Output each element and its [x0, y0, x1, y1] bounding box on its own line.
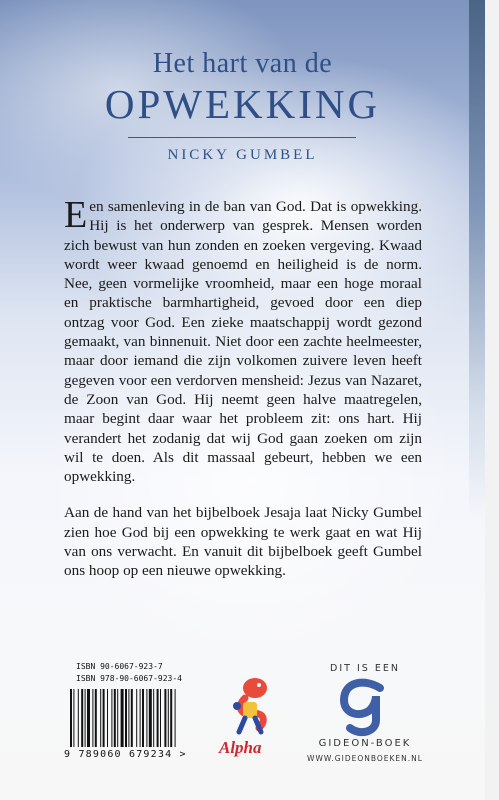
gideon-url: WWW.GIDEONBOEKEN.NL	[307, 754, 423, 763]
blurb-paragraph-1	[64, 194, 422, 486]
title-line-2: OPWEKKING	[104, 81, 381, 127]
gideon-name: GIDEON-BOEK	[318, 738, 412, 749]
barcode-bars	[68, 689, 208, 749]
drop-cap: E	[64, 194, 88, 236]
blurb	[64, 194, 422, 598]
barcode-digits: 9 789060 679234 >	[64, 749, 187, 760]
alpha-logo	[215, 668, 287, 763]
title-line-1: Het hart van de	[152, 48, 333, 79]
blurb-paragraph-2: Aan de hand van het bijbelboek Jesaja laat Nicky Gumbel zien hoe God bij een opwekking te werk gaat en wat Hij van ons verwacht. En vanuit dit bijbelboek geeft Gumbel ons hoop op een nieuwe opwekking.	[64, 504, 422, 580]
blurb-paragraph-1-text: en samenleving in de ban van God. Dat is opwekking. Hij is het onderwerp van gesprek. Mensen worden zich bewust van hun zonden en zoeken vergeving. Kwaad wordt weer kwaad genoemd en heiligheid is de norm. Nee, geen vormelijke vroomheid, maar een hoge moraal en praktische barmhartigheid, gevoed door een diep ontzag voor God. Een zieke maatschappij wordt gezond gemaakt, van binnenuit. Niet door een zachte heelmeester, maar door iemand die zijn volkomen zuivere leven heeft gegeven voor een verdorven mensheid: Jezus van Nazaret, de Zoon van God. Hij neemt geen halve maatregelen, maar begint daar waar het probleem zit: ons hart. Hij verandert het zodanig dat wij God gaan zoeken om zijn wil te doen. Als dit massaal gebeurt, hebben we een opwekking.	[64, 198, 422, 486]
title-divider	[128, 137, 356, 138]
isbn-13: ISBN 978-90-6067-923-4	[76, 674, 182, 683]
alpha-mascot-icon	[215, 668, 287, 740]
author-name: NICKY GUMBEL	[167, 147, 318, 163]
isbn-10: ISBN 90-6067-923-7	[76, 662, 163, 671]
gideon-logo	[300, 660, 430, 770]
gideon-g-icon	[300, 676, 430, 738]
isbn-barcode	[58, 662, 208, 782]
gideon-tagline: DIT IS EEN	[330, 663, 400, 674]
alpha-name: Alpha	[219, 738, 262, 757]
